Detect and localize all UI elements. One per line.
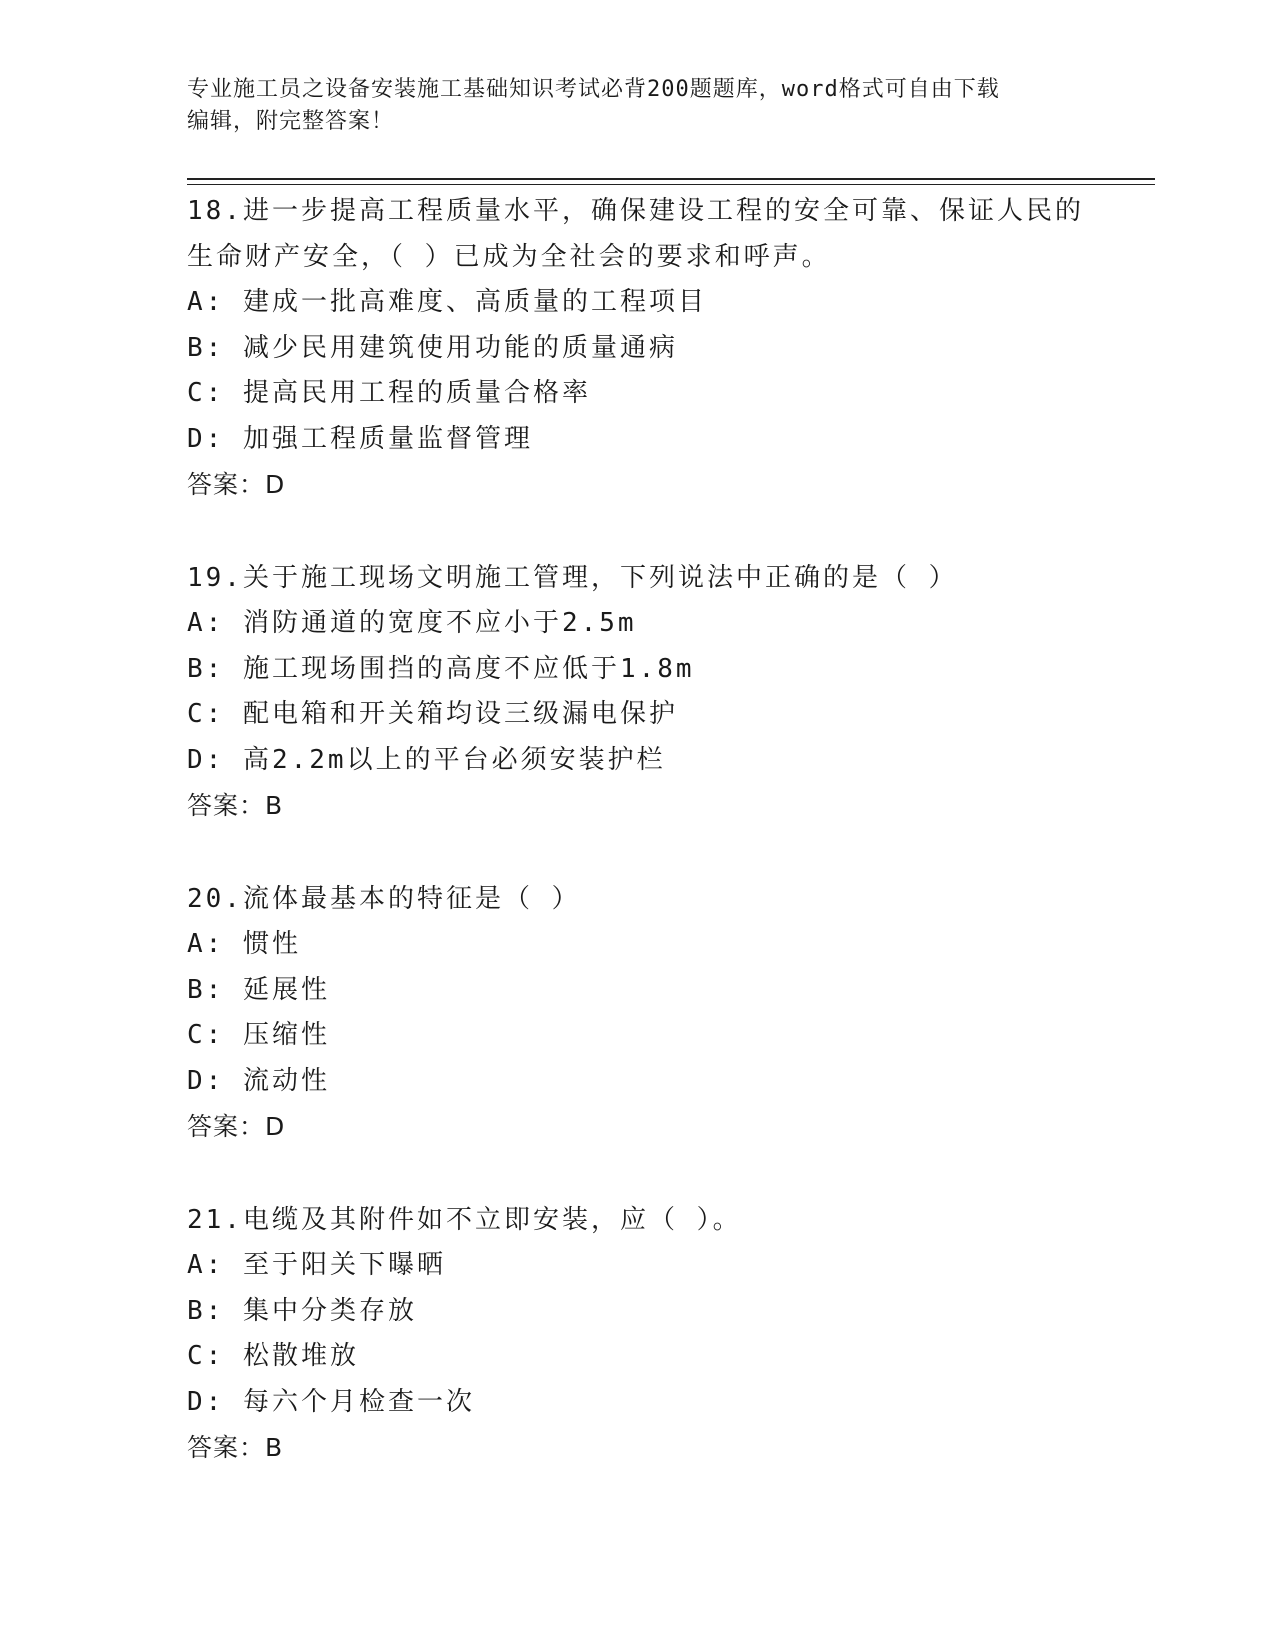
option-d: D: 高2.2m以上的平台必须安装护栏	[187, 744, 666, 775]
option-a: A: 消防通道的宽度不应小于2.5m	[187, 608, 637, 638]
question-stem: 21.电缆及其附件如不立即安装，应（ ）。	[187, 1204, 742, 1235]
option-c: C: 松散堆放	[187, 1341, 359, 1371]
question-20	[187, 877, 1127, 1150]
answer: 答案：D	[187, 1112, 286, 1141]
option-a: A: 至于阳关下曝晒	[187, 1250, 446, 1280]
option-b: B: 减少民用建筑使用功能的质量通病	[187, 332, 678, 363]
option-c: C: 配电箱和开关箱均设三级漏电保护	[187, 699, 678, 729]
header-divider-thin	[187, 184, 1155, 185]
option-c: C: 压缩性	[187, 1020, 330, 1050]
question-19	[187, 556, 1127, 829]
header-divider-thick	[187, 178, 1155, 180]
option-c: C: 提高民用工程的质量合格率	[187, 378, 591, 408]
question-21	[187, 1198, 1127, 1471]
answer: 答案：D	[187, 470, 286, 499]
option-b: B: 延展性	[187, 974, 330, 1005]
header-title-line-1: 专业施工员之设备安装施工基础知识考试必背200题题库，word格式可自由下载	[187, 77, 1000, 102]
option-d: D: 每六个月检查一次	[187, 1386, 475, 1417]
answer: 答案：B	[187, 1433, 284, 1462]
option-b: B: 集中分类存放	[187, 1295, 417, 1326]
option-a: A: 建成一批高难度、高质量的工程项目	[187, 287, 707, 317]
document-header	[187, 74, 1087, 138]
option-b: B: 施工现场围挡的高度不应低于1.8m	[187, 653, 695, 684]
question-stem: 19.关于施工现场文明施工管理，下列说法中正确的是（ ）	[187, 562, 958, 593]
question-stem: 18.进一步提高工程质量水平，确保建设工程的安全可靠、保证人民的	[187, 196, 1084, 226]
answer: 答案：B	[187, 791, 284, 820]
question-stem-continued: 生命财产安全，（ ）已成为全社会的要求和呼声。	[187, 241, 831, 272]
header-title-line-2: 编辑，附完整答案！	[187, 109, 395, 134]
option-d: D: 流动性	[187, 1065, 330, 1096]
question-list	[187, 189, 1127, 1471]
question-stem: 20.流体最基本的特征是（ ）	[187, 883, 581, 914]
option-a: A: 惯性	[187, 929, 301, 959]
question-18	[187, 189, 1127, 508]
option-d: D: 加强工程质量监督管理	[187, 423, 533, 454]
